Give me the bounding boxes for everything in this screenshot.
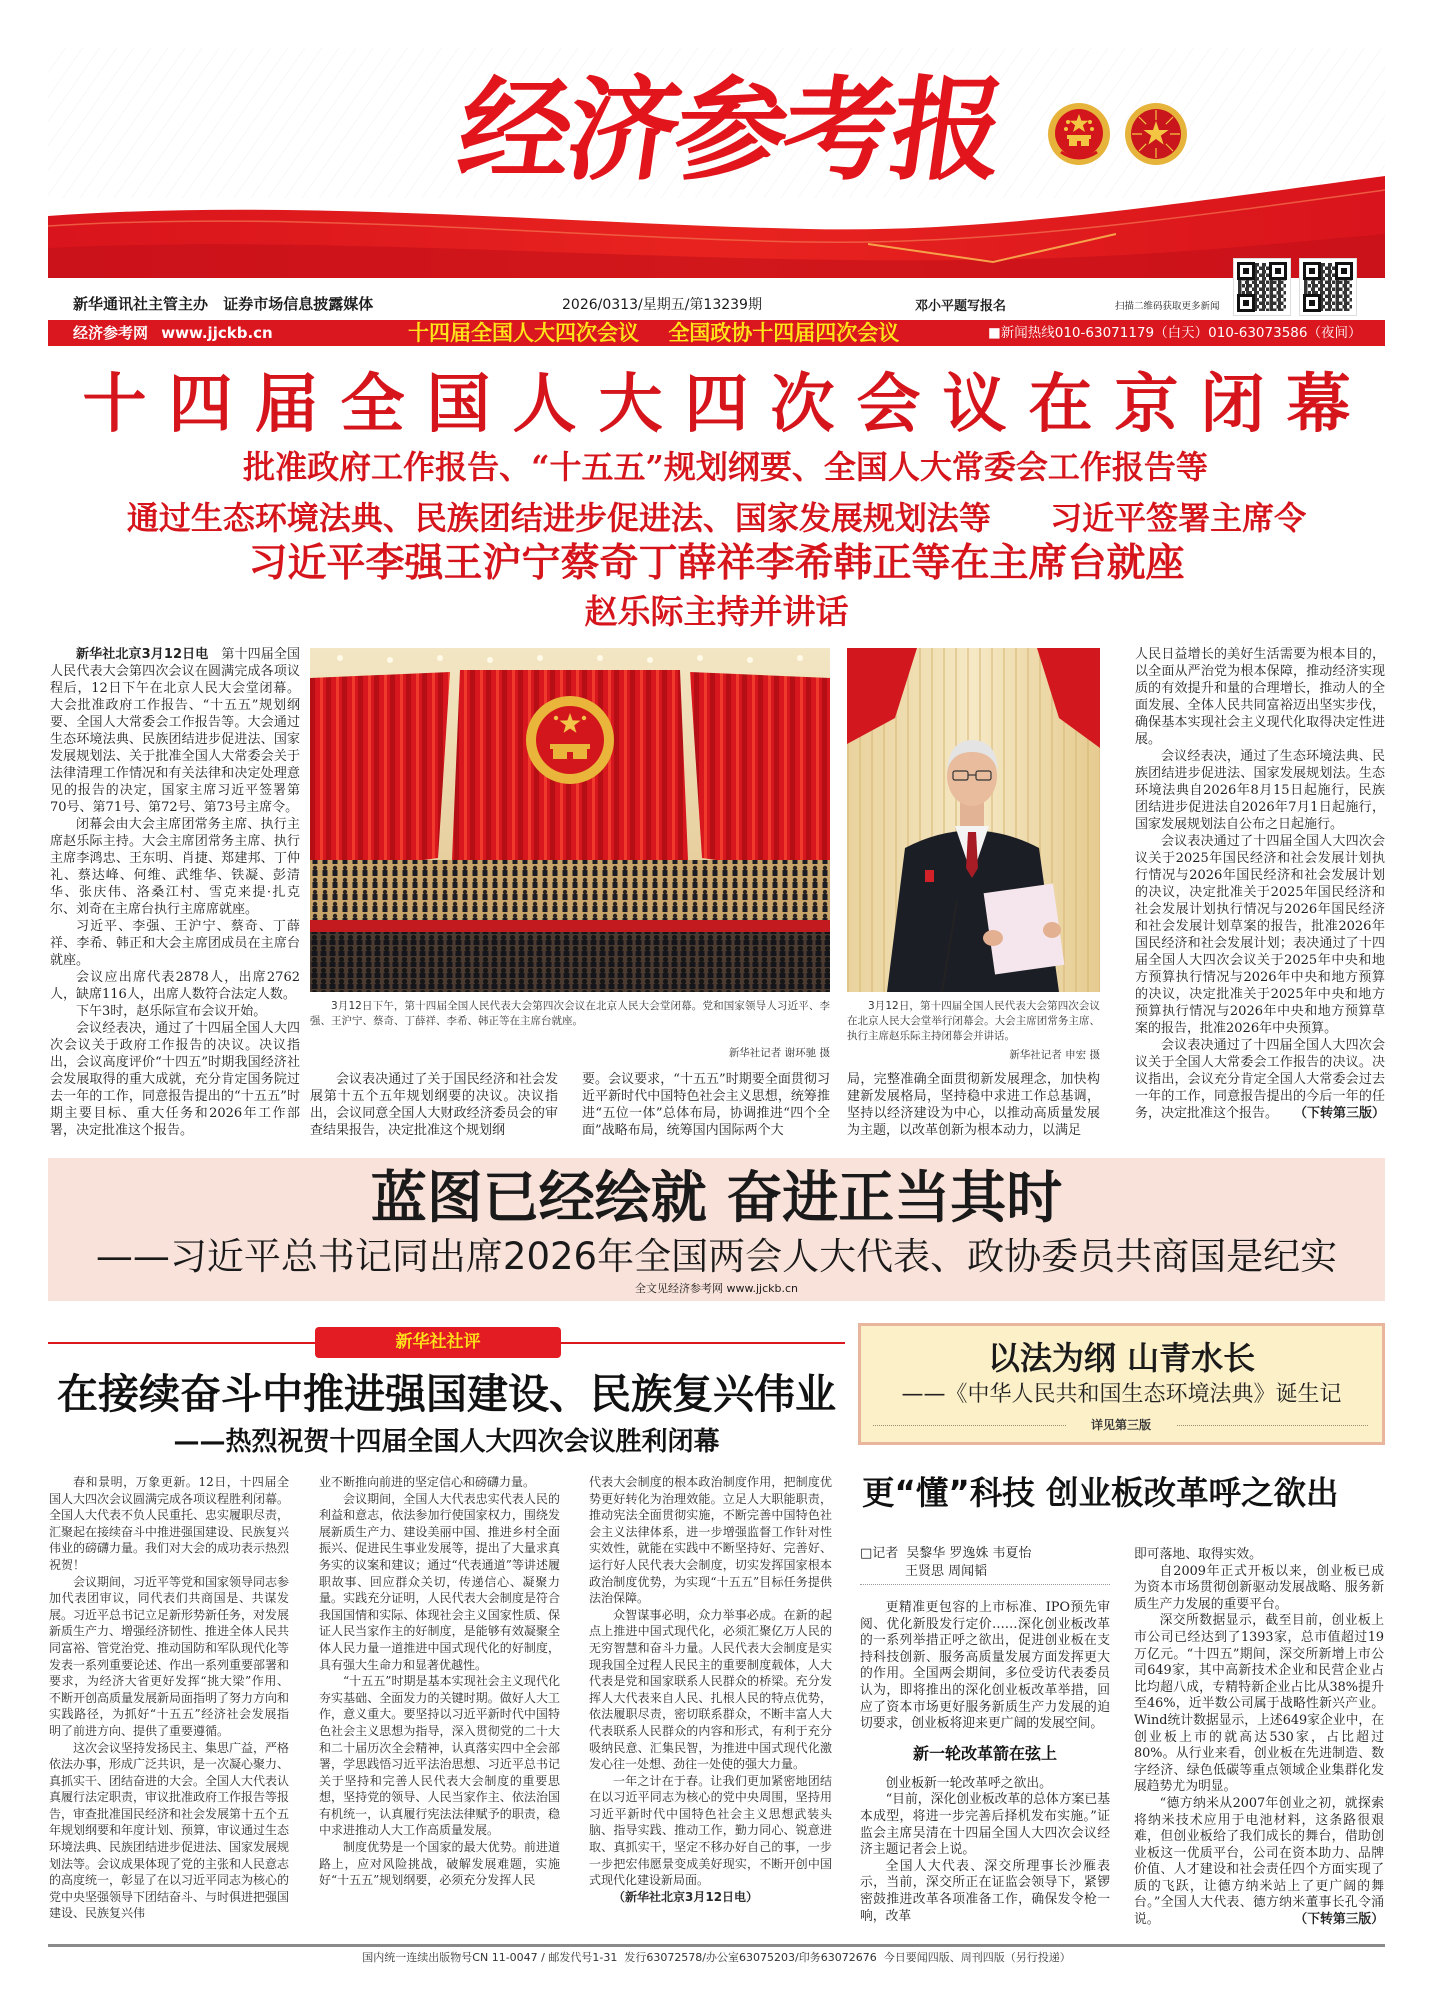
chinext-paragraph: 全国人大代表、深交所理事长沙雁表示，当前，深交所正在证监会领导下，紧锣密鼓推进改革各项准备工作，确保发令枪一响，改革 xyxy=(860,1858,1110,1924)
news-hotline: ■新闻热线010-63071179（白天）010-63073586（夜间） xyxy=(988,325,1362,341)
lead-paragraph: 习近平、李强、王沪宁、蔡奇、丁薛祥、李希、韩正和大会主席团成员在主席台就座。 xyxy=(50,919,300,968)
byline-divider xyxy=(860,1584,1110,1585)
session-titles xyxy=(408,320,899,346)
lead-column-4 xyxy=(847,1071,1100,1139)
lead-paragraph: 会议应出席代表2878人，出席2762人，缺席116人，出席人数符合法定人数。 xyxy=(50,970,300,1002)
editorial-paragraph: 业不断推向前进的坚定信心和磅礴力量。 xyxy=(319,1475,536,1489)
byline-reporters-1: 吴黎华 罗逸姝 韦夏怡 xyxy=(906,1546,1032,1561)
main-photo-credit: 新华社记者 谢环驰 摄 xyxy=(728,1047,830,1059)
byline-label: □记者 xyxy=(860,1546,899,1561)
designation-label: 证券市场信息披露媒体 xyxy=(223,295,374,313)
editorial-paragraph: 众智谋事必明，众力举事必成。在新的起点上推进中国式现代化，必须汇聚亿万人民的无穷智慧和奋斗力量。人民代表大会制度是实现我国全过程人民民主的重要制度载体，人大代表是党和国家联系人民群众的桥梁。充分发挥人大代表来自人民、扎根人民的特点优势，依法履职尽责，密切联系群众，不断丰富人大代表联系人民群众的内容和形式，有利于充分吸纳民意、汇集民智，为推进中国式现代化激发心往一处想、劲往一处使的强大力量。 xyxy=(589,1607,832,1772)
chinext-paragraph: 即可落地、取得实效。 xyxy=(1134,1547,1262,1562)
masthead xyxy=(48,48,1385,278)
main-photo-caption xyxy=(310,999,830,1029)
lead-headline: 十四届全国人大四次会议在京闭幕 xyxy=(82,367,1373,442)
continued-on-page-3: （下转第三版） xyxy=(1293,1106,1385,1121)
lead-dateline: 新华社北京3月12日电 xyxy=(76,647,209,662)
editorial-paragraph: 会议期间，习近平等党和国家领导同志参加代表团审议，同代表们共商国是、共谋发展。习近平总书记立足新形势新任务，对发展新质生产力、增强经济韧性、推进全体人民共同富裕、管党治党、推动国防和军队现代化等发表一系列重要论述、作出一系列重要部署和要求，为经济大省更好发挥“挑大梁”作用、不断开创高质量发展新局面指明了努力方向和实践路径，为抓好“十五五”经济社会发展指明了前进方向、提供了重要遵循。 xyxy=(49,1574,290,1738)
newspaper-logo-title: 经济参考报 xyxy=(450,65,1010,196)
zhao-leji-speaking-image xyxy=(847,648,1100,992)
footer-publication-info: 国内统一连续出版物号CN 11-0047 / 邮发代号1-31 发行63072578/办公室63075203/印务63072676 今日要闻四版、周刊四版（另行投递） xyxy=(362,1951,1071,1964)
caption-text: 3月12日，第十四届全国人民代表大会第四次会议在北京人民大会堂举行闭幕会。大会主席团常务主席、执行主席赵乐际主持闭幕会并讲话。 xyxy=(847,1000,1100,1042)
qr-hint: 扫描二维码获取更多新闻 xyxy=(1115,301,1220,312)
speaker-photo-caption xyxy=(847,999,1100,1044)
publisher-info xyxy=(73,293,373,314)
editorial-tag: 新华社社评 xyxy=(315,1327,561,1358)
session-cppcc: 全国政协十四届四次会议 xyxy=(668,321,900,345)
lead-paragraph: 会议表决通过了十四届全国人大四次会议关于2025年国民经济和社会发展计划执行情况与2026年国民经济和社会发展计划的决议，决定批准关于2025年国民经济和社会发展计划执行情况与2026年国民经济和社会发展计划草案的报告，批准2026年国民经济和社会发展计划；表决通过了十四届全国人大四次会议关于2025年中央和地方预算执行情况与2026年中央和地方预算的决议，决定批准关于2025年中央和地方预算执行情况与2026年中央和地方预算草案的报告，批准2026年中央预算。 xyxy=(1135,834,1385,1036)
editorial-sign-off: （新华社北京3月12日电） xyxy=(613,1889,759,1904)
editorial-paragraph: 代表大会制度的根本政治制度作用，把制度优势更好转化为治理效能。立足人大职能职责，推动宪法全面贯彻实施，不断完善中国特色社会主义法律体系，进一步增强监督工作针对性实效性，就能在实践中不断坚持好、完善好、运行好人民代表大会制度，切实发挥国家根本政治制度优势，为实现“十五五”目标任务提供法治保障。 xyxy=(589,1475,832,1606)
chinext-paragraph: “德方纳米从2007年创业之初，就探索将纳米技术应用于电池材料，这条路很艰难，但创业板给了我们成长的舞台，借助创业板这一优质平台，公司在资本助力、品牌价值、人才建设和社会责任四个方面实现了质的飞跃，让德方纳米站上了更广阔的舞台。”全国人大代表、德方纳米董事长孔令涌说。 xyxy=(1134,1795,1384,1928)
editorial-paragraph: 制度优势是一个国家的最大优势。前进道路上，应对风险挑战，破解发展难题，实施好“十五五”规划纲要，必须充分发挥人民 xyxy=(319,1840,560,1888)
editorial-paragraph: “十五五”时期是基本实现社会主义现代化夯实基础、全面发力的关键时期。做好人大工作，意义重大。要坚持以习近平新时代中国特色社会主义思想为指导，深入贯彻党的二十大和二十届历次全会精神，认真落实四中全会部署，学思践悟习近平法治思想、习近平总书记关于坚持和完善人民代表大会制度的重要思想，坚持党的领导、人民当家作主、依法治国有机统一，认真履行宪法法律赋予的职责，稳中求进推动人大工作高质量发展。 xyxy=(319,1674,560,1838)
editorial-subtitle: ——热烈祝贺十四届全国人大四次会议胜利闭幕 xyxy=(173,1427,720,1457)
footer-rule xyxy=(48,1944,1385,1947)
lead-subhead-approvals: 批准政府工作报告、“十五五”规划纲要、全国人大常委会工作报告等 xyxy=(243,448,1208,486)
chinext-column-2 xyxy=(1134,1547,1384,1929)
chinext-headline: 更“懂”科技 创业板改革呼之欲出 xyxy=(862,1474,1339,1512)
lead-column-2 xyxy=(310,1071,558,1139)
website-url: www.jjckb.cn xyxy=(161,324,273,342)
cppcc-emblem-icon xyxy=(1124,102,1188,166)
lead-subhead-attendance: 习近平李强王沪宁蔡奇丁薛祥李希韩正等在主席台就座 xyxy=(248,541,1185,586)
website-label xyxy=(73,320,273,346)
publisher-label: 新华通讯社主管主办 xyxy=(73,295,209,313)
speaker-photo-credit: 新华社记者 申宏 摄 xyxy=(1009,1049,1100,1061)
law-feature-subtitle: ——《中华人民共和国生态环境法典》诞生记 xyxy=(901,1382,1342,1407)
law-feature-title: 以法为纲 山青水长 xyxy=(987,1339,1256,1377)
lead-subhead-row2 xyxy=(48,500,1385,536)
lead-subhead-host: 赵乐际主持并讲话 xyxy=(584,592,849,631)
closing-session-photo xyxy=(310,648,830,992)
chinext-paragraph: “目前，深化创业板改革的总体方案已基本成型，将进一步完善后择机发布实施。”证监会主席吴清在十四届全国人大四次会议经济主题记者会上说。 xyxy=(860,1792,1110,1858)
editorial-title: 在接续奋斗中推进强国建设、民族复兴伟业 xyxy=(57,1370,836,1418)
feature-promo-box xyxy=(48,1158,1385,1301)
website-name: 经济参考网 xyxy=(73,324,149,342)
editorial-paragraph: 春和景明，万象更新。12日，十四届全国人大四次会议圆满完成各项议程胜利闭幕。全国人大代表不负人民重托、忠实履职尽责，汇聚起在接续奋斗中推进强国建设、民族复兴伟业的磅礴力量。我们对大会的成功表示热烈祝贺！ xyxy=(49,1475,290,1572)
session-npc: 十四届全国人大四次会议 xyxy=(408,321,639,345)
chinext-subheading: 新一轮改革箭在弦上 xyxy=(912,1743,1057,1763)
lead-subhead-adoptions: 通过生态环境法典、民族团结进步促进法、国家发展规划法等 xyxy=(126,499,991,537)
chinext-byline xyxy=(860,1545,1110,1581)
lead-paragraph: 会议表决通过了关于国民经济和社会发展第十五个五年规划纲要的决议。决议指出，会议同意全国人大财政经济委员会的审查结果报告，决定批准这个规划纲 xyxy=(310,1072,558,1138)
national-emblem-icon xyxy=(1047,102,1111,166)
chinext-column-1 xyxy=(860,1600,1110,1925)
lead-paragraph: 会议经表决，通过了十四届全国人大四次会议关于政府工作报告的决议。决议指出，会议高度评价“十四五”时期我国经济社会发展取得的重大成就，充分肯定国务院过去一年的工作，同意报告提出的“十五五”时期主要目标、重大任务和2026年工作部署，决定批准这个报告。 xyxy=(50,1021,300,1138)
editorial-paragraph: 一年之计在于春。让我们更加紧密地团结在以习近平同志为核心的党中央周围，坚持用习近平新时代中国特色社会主义思想武装头脑、指导实践、推动工作，勤力同心、锐意进取、真抓实干，坚定不移办好自己的事，一步一步把宏伟愿景变成美好现实，不断开创中国式现代化建设新局面。 xyxy=(589,1773,832,1888)
lead-paragraph: 闭幕会由大会主席团常务主席、执行主席赵乐际主持。大会主席团常务主席、执行主席李鸿忠、王东明、肖捷、郑建邦、丁仲礼、蔡达峰、何维、武维华、铁凝、彭清华、张庆伟、洛桑江村、雪克来提·扎克尔、刘奇在主席台执行主席席就座。 xyxy=(50,817,300,917)
lead-subhead-decrees: 习近平签署主席令 xyxy=(1050,499,1307,537)
editorial-column-2 xyxy=(319,1474,560,1889)
lead-paragraph: 下午3时，赵乐际宣布会议开始。 xyxy=(76,1004,267,1019)
caption-text: 3月12日下午，第十四届全国人民代表大会第四次会议在北京人民大会堂闭幕。党和国家领导人习近平、李强、王沪宁、蔡奇、丁薛祥、李希、韩正等在主席台就座。 xyxy=(310,1000,830,1027)
lead-column-3 xyxy=(582,1071,830,1139)
lead-paragraph: 第十四届全国人民代表大会第四次会议在圆满完成各项议程后，12日下午在北京人民大会堂闭幕。大会批准政府工作报告、“十五五”规划纲要、全国人大常委会工作报告等。大会通过生态环境法典、民族团结进步促进法、国家发展规划法、关于批准全国人大常委会关于法律清理工作情况和有关法律和决定处理意见的报告的决定，国家主席习近平签署第70号、第71号、第72号、第73号主席令。 xyxy=(50,647,300,815)
lead-paragraph: 人民日益增长的美好生活需要为根本目的，以全面从严治党为根本保障，推动经济实现质的有效提升和量的合理增长，推动人的全面发展、全体人民共同富裕迈出坚实步伐，确保基本实现社会主义现代化取得决定性进展。 xyxy=(1135,647,1385,747)
editorial-column-3 xyxy=(589,1474,832,1905)
lead-paragraph: 会议表决通过了十四届全国人大四次会议关于全国人大常委会工作报告的决议。决议指出，会议充分肯定全国人大常委会过去一年的工作，同意报告提出的今后一年的任务，决定批准这个报告。 xyxy=(1135,1038,1385,1121)
lead-paragraph: 要。会议要求，“十五五”时期要全面贯彻习近平新时代中国特色社会主义思想，统筹推进“五位一体”总体布局，协调推进“四个全面”战略布局，统筹国内国际两个大 xyxy=(582,1072,830,1138)
masthead-inscription: 邓小平题写报名 xyxy=(915,299,1007,314)
lead-paragraph: 局，完整准确全面贯彻新发展理念，加快构建新发展格局，坚持稳中求进工作总基调，坚持以经济建设为中心，以推动高质量发展为主题，以改革创新为根本动力，以满足 xyxy=(847,1072,1100,1138)
chinext-paragraph: 自2009年正式开板以来，创业板已成为资本市场贯彻创新驱动发展战略、服务新质生产力发展的重要平台。 xyxy=(1134,1563,1384,1612)
editorial-paragraph: 这次会议坚持发扬民主、集思广益，严格依法办事，形成广泛共识，是一次凝心聚力、真抓实干、团结奋进的大会。全国人大代表认真履行法定职责，审议批准政府工作报告等报告，审查批准国民经济和社会发展第十五个五年规划纲要和年度计划、预算，审议通过生态环境法典、民族团结进步促进法、国家发展规划法等。会议成果体现了党的主张和人民意志的高度统一，彰显了在以习近平同志为核心的党中央坚强领导下团结奋斗、与时俱进把强国建设、民族复兴伟 xyxy=(49,1740,290,1921)
qr-code-1 xyxy=(1233,258,1291,316)
top-banner xyxy=(48,320,1385,346)
speaker-photo xyxy=(847,648,1100,992)
feature-note: 全文见经济参考网 www.jjckb.cn xyxy=(634,1282,798,1295)
chinext-paragraph: 创业板新一轮改革呼之欲出。 xyxy=(885,1775,1052,1791)
lead-column-5 xyxy=(1135,646,1385,1122)
lead-column-1 xyxy=(50,646,300,1139)
qr-code-2 xyxy=(1299,258,1357,316)
byline-reporters-2: 王贤思 周闻韬 xyxy=(905,1564,988,1579)
editorial-paragraph: 会议期间，全国人大代表忠实代表人民的利益和意志，依法参加行使国家权力，围绕发展新质生产力、建设美丽中国、推进乡村全面振兴、促进民生事业发展等，提出了大量求真务实的议案和建议；通过“代表通道”等讲述履职故事、回应群众关切，传递信心、凝聚力量。实践充分证明，人民代表大会制度是符合我国国情和实际、体现社会主义国家性质、保证人民当家作主的好制度，是能够有效凝聚全体人民力量一道推进中国式现代化的好制度，具有强大生命力和显著优越性。 xyxy=(319,1491,560,1672)
editorial-column-1 xyxy=(49,1474,289,1922)
lead-paragraph: 会议经表决，通过了生态环境法典、民族团结进步促进法、国家发展规划法。生态环境法典自2026年8月15日起施行，民族团结进步促进法自2026年7月1日起施行，国家发展规划法自公布之日起施行。 xyxy=(1135,749,1385,832)
issue-info: 2026/0313/星期五/第13239期 xyxy=(562,297,762,313)
chinext-paragraph: 深交所数据显示，截至目前，创业板上市公司已经达到了1393家，总市值超过19万亿元。“十四五”期间，深交所新增上市公司649家，其中高新技术企业和民营企业占比均超八成，专精特新企业占比从38%提升至46%，近半数公司属于战略性新兴产业。Wind统计数据显示，上述649家企业中，在创业板上市的就高达530家，占比超过80%。从行业来看，创业板在先进制造、数字经济、绿色低碳等重点领域企业集群化发展趋势尤为明显。 xyxy=(1134,1613,1384,1795)
law-feature-box xyxy=(858,1323,1385,1445)
feature-subtitle: ——习近平总书记同出席2026年全国两会人大代表、政协委员共商国是纪实 xyxy=(95,1235,1338,1278)
law-feature-note: 详见第三版 xyxy=(1066,1417,1176,1433)
feature-title: 蓝图已经绘就 奋进正当其时 xyxy=(370,1165,1063,1231)
great-hall-image xyxy=(310,648,830,992)
continued-on-page-3: （下转第三版） xyxy=(1294,1912,1384,1928)
chinext-paragraph: 更精准更包容的上市标准、IPO预先审阅、优化新股发行定价……深化创业板改革的一系列举措正呼之欲出，促进创业板在支持科技创新、服务高质量发展方面发挥更大的作用。全国两会期间，多位受访代表委员认为，即将推出的深化创业板改革举措，回应了资本市场更好服务新质生产力发展的迫切要求，创业板将迎来更广阔的发展空间。 xyxy=(860,1600,1110,1732)
